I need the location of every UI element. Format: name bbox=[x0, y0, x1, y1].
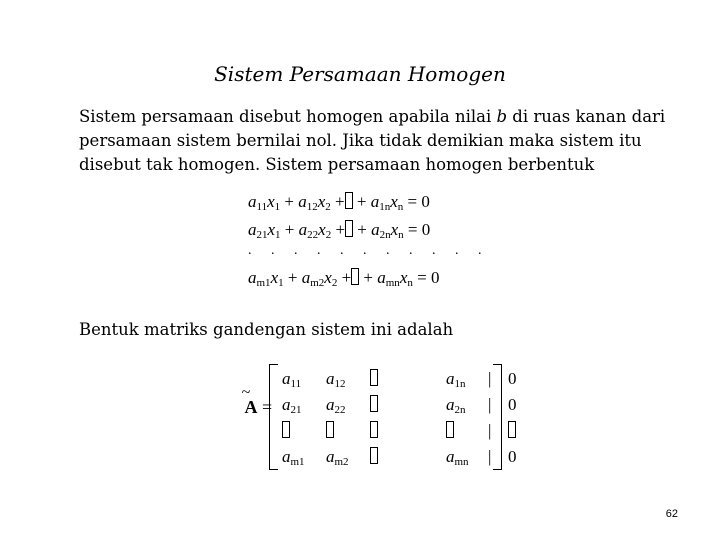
left-bracket bbox=[269, 364, 278, 470]
variable: x bbox=[270, 268, 279, 287]
variable-subscript: 2 bbox=[325, 229, 332, 241]
plus-sign: + bbox=[330, 192, 345, 211]
variable-subscript: 1 bbox=[275, 229, 281, 241]
entry-subscript: mn bbox=[454, 456, 469, 468]
matrix-rhs: 0 bbox=[508, 447, 517, 466]
right-bracket bbox=[493, 364, 502, 470]
variable-subscript: 1 bbox=[274, 201, 281, 213]
coef-subscript: mn bbox=[385, 277, 400, 289]
matrix-cell bbox=[446, 395, 488, 415]
matrix-cell bbox=[326, 395, 370, 415]
page-number: 62 bbox=[665, 508, 678, 520]
entry: a bbox=[326, 395, 335, 414]
matrix-cell bbox=[370, 395, 446, 415]
coef-subscript: 2n bbox=[379, 229, 391, 241]
plus-sign: + bbox=[280, 192, 299, 211]
plus-sign: + bbox=[337, 268, 352, 287]
plus-sign: + bbox=[331, 220, 346, 239]
entry-subscript: 21 bbox=[290, 404, 302, 416]
matrix-separator: | bbox=[488, 369, 492, 388]
ellipsis-box-icon bbox=[345, 220, 353, 237]
ellipsis-box-icon bbox=[351, 268, 359, 285]
entry: a bbox=[446, 447, 455, 466]
variable-subscript: 2 bbox=[331, 277, 338, 289]
matrix-cell bbox=[370, 369, 446, 389]
slide-title: Sistem Persamaan Homogen bbox=[214, 62, 506, 86]
entry-subscript: 22 bbox=[334, 404, 346, 416]
entry-subscript: m1 bbox=[290, 456, 305, 468]
matrix-rhs: 0 bbox=[508, 395, 517, 414]
coef-subscript: 1n bbox=[379, 201, 391, 213]
coef: a bbox=[371, 220, 380, 239]
equation-row-2 bbox=[248, 216, 490, 244]
entry-subscript: 11 bbox=[290, 378, 302, 390]
matrix-equals-sign: = bbox=[262, 397, 273, 417]
entry: a bbox=[446, 369, 455, 388]
entry: a bbox=[326, 447, 335, 466]
ellipsis-box-icon bbox=[370, 447, 378, 464]
ellipsis-box-icon bbox=[345, 192, 353, 209]
entry: a bbox=[282, 369, 291, 388]
homogeneous-system bbox=[248, 188, 490, 292]
entry: a bbox=[446, 395, 455, 414]
variable: x bbox=[390, 220, 399, 239]
matrix-cell bbox=[508, 421, 528, 441]
variable-subscript: 1 bbox=[278, 277, 284, 289]
matrix-cell bbox=[370, 447, 446, 467]
plus-sign: + bbox=[359, 268, 378, 287]
ellipsis-box-icon bbox=[508, 421, 516, 438]
ellipsis-box-icon bbox=[446, 421, 454, 438]
variable: x bbox=[317, 192, 326, 211]
intro-paragraph bbox=[79, 105, 679, 177]
intro-variable-b: b bbox=[496, 107, 508, 126]
coef-subscript: 12 bbox=[306, 201, 318, 213]
coef-subscript: m2 bbox=[310, 277, 325, 289]
matrix-cell bbox=[282, 395, 326, 415]
matrix-cell bbox=[326, 447, 370, 467]
entry-subscript: 1n bbox=[454, 378, 466, 390]
matrix-cell bbox=[446, 369, 488, 389]
intro-text-1: Sistem persamaan disebut homogen apabila nilai bbox=[79, 107, 497, 126]
coef: a bbox=[298, 192, 307, 211]
matrix-intro-text: Bentuk matriks gandengan sistem ini adalah bbox=[79, 320, 454, 339]
entry: a bbox=[326, 369, 335, 388]
variable: x bbox=[267, 192, 275, 211]
equals-zero: = 0 bbox=[403, 220, 431, 239]
variable: x bbox=[318, 220, 326, 239]
coef: a bbox=[248, 220, 257, 239]
matrix-rhs: 0 bbox=[508, 369, 517, 388]
matrix-cell bbox=[282, 369, 326, 389]
entry-subscript: m2 bbox=[334, 456, 349, 468]
plus-sign: + bbox=[352, 192, 371, 211]
matrix-cell bbox=[282, 447, 326, 467]
plus-sign: + bbox=[353, 220, 372, 239]
equals-zero: = 0 bbox=[412, 268, 440, 287]
coef: a bbox=[301, 268, 311, 287]
ellipsis-box-icon bbox=[370, 395, 378, 412]
variable-subscript: n bbox=[407, 277, 413, 289]
equation-row-1 bbox=[248, 188, 490, 216]
ellipsis-box-icon bbox=[370, 421, 378, 438]
matrix-grid bbox=[282, 366, 528, 470]
variable-subscript: n bbox=[397, 201, 404, 213]
entry: a bbox=[282, 395, 291, 414]
equation-row-m bbox=[248, 264, 490, 292]
matrix-cell bbox=[326, 421, 370, 441]
plus-sign: + bbox=[283, 268, 302, 287]
entry: a bbox=[282, 447, 291, 466]
tilde-accent: ~ bbox=[241, 384, 251, 401]
equals-zero: = 0 bbox=[403, 192, 430, 211]
variable-subscript: n bbox=[398, 229, 404, 241]
coef-subscript: m1 bbox=[256, 277, 271, 289]
equation-dots-row: . . . . . . . . . . . bbox=[248, 243, 490, 258]
variable: x bbox=[390, 192, 398, 211]
ellipsis-box-icon bbox=[370, 369, 378, 386]
matrix-cell bbox=[446, 447, 488, 467]
coef: a bbox=[298, 220, 308, 239]
coef: a bbox=[377, 268, 386, 287]
coef: a bbox=[248, 268, 257, 287]
variable: x bbox=[324, 268, 332, 287]
matrix-cell bbox=[326, 369, 370, 389]
variable-subscript: 2 bbox=[325, 201, 331, 213]
coef-subscript: 21 bbox=[256, 229, 268, 241]
matrix-cell bbox=[282, 421, 326, 441]
plus-sign: + bbox=[280, 220, 299, 239]
coef: a bbox=[370, 192, 380, 211]
matrix-cell bbox=[446, 421, 488, 441]
entry-subscript: 2n bbox=[454, 404, 466, 416]
coef: a bbox=[248, 192, 257, 211]
coef-subscript: 22 bbox=[307, 229, 319, 241]
entry-subscript: 12 bbox=[334, 378, 346, 390]
matrix-letter: A bbox=[244, 397, 258, 417]
ellipsis-box-icon bbox=[326, 421, 334, 438]
matrix-separator: | bbox=[488, 395, 492, 414]
matrix-separator: | bbox=[488, 421, 492, 440]
matrix-separator: | bbox=[488, 447, 492, 466]
intro-text-2: di ruas kanan dari persamaan sistem bernilai nol. Jika tidak demikian maka sistem itu disebut tak homogen. Sistem persamaan homogen berbentuk bbox=[79, 107, 666, 174]
matrix-cell bbox=[370, 421, 446, 441]
ellipsis-box-icon bbox=[282, 421, 290, 438]
variable: x bbox=[267, 220, 276, 239]
variable: x bbox=[399, 268, 408, 287]
coef-subscript: 11 bbox=[256, 201, 268, 213]
